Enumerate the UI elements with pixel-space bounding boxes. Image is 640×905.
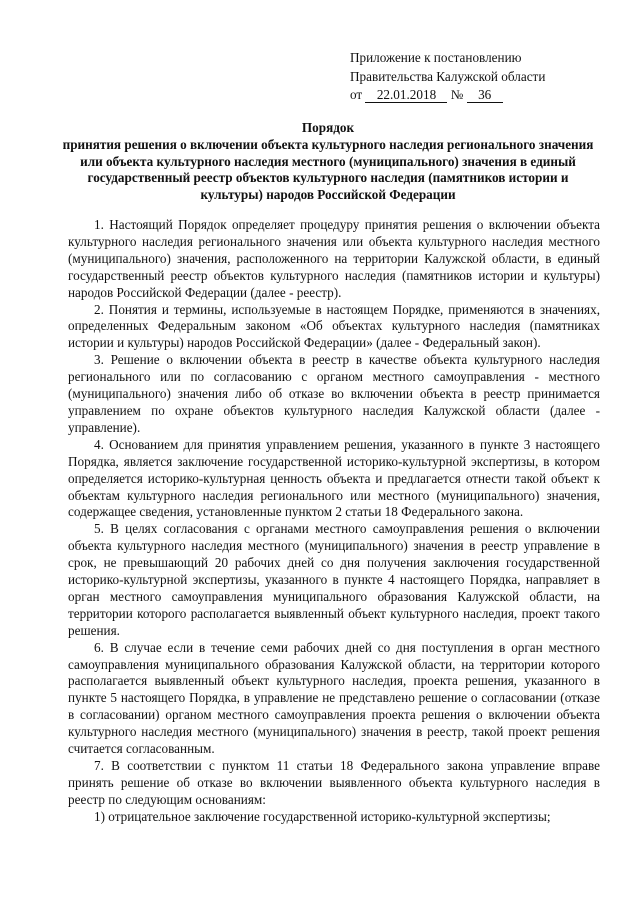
document-title — [58, 120, 598, 203]
document-date: 22.01.2018 — [365, 88, 447, 103]
appendix-line-1: Приложение к постановлению — [350, 50, 522, 65]
paragraph-4: 4. Основанием для принятия управлением решения, указанного в пункте 3 настоящего Порядка, является заключение государственной историко-культурной экспертизы, в котором определяется историко-культурная ценность объекта и предлагается отнести такой объект к объектам культурного наследия регионального или местного (муниципального) значения, содержащее сведения, установленные пунктом 2 статьи 18 Федерального закона. — [68, 436, 600, 520]
paragraph-3: 3. Решение о включении объекта в реестр в качестве объекта культурного наследия регионального или по согласованию с органом местного самоуправления - местного (муниципального) значения либо об отказе во включении объекта в реестр принимается управлением по охране объектов культурного наследия Калужской области (далее - управление). — [68, 352, 600, 435]
paragraph-5: 5. В целях согласования с органами местного самоуправления решения о включении объекта культурного наследия местного (муниципального) значения в реестр управление в срок, не превышающий 20 рабочих дней со дня получения заключения государственной историко-культурной экспертизы, указанного в пункте 4 настоящего Порядка, направляет в орган местного самоуправления муниципального образования Калужской области, на территории которого располагается выявленный объект культурного наследия, проект такого решения. — [68, 521, 600, 638]
paragraph-7: 7. В соответствии с пунктом 11 статьи 18 Федерального закона управление вправе принять решение об отказе во включении выявленного объекта культурного наследия в реестр по следующим основаниям: — [68, 758, 600, 807]
paragraph-1: 1. Настоящий Порядок определяет процедуру принятия решения о включении объекта культурного наследия регионального значения или объекта культурного наследия местного (муниципального) значения, расположенного на территории Калужской области, в единый государственный реестр объектов культурного наследия (памятников истории и культуры) народов Российской Федерации (далее - реестр). — [68, 217, 600, 300]
appendix-line-2: Правительства Калужской области — [350, 68, 546, 84]
date-prefix: от — [350, 87, 363, 102]
paragraph-2: 2. Понятия и термины, используемые в настоящем Порядке, применяются в значениях, определенных Федеральным законом «Об объектах культурного наследия (памятниках истории и культуры) народов Российской Федерации» (далее - Федеральный закон). — [68, 301, 600, 351]
number-prefix: № — [450, 87, 464, 102]
appendix-header — [350, 49, 610, 105]
title-heading: Порядок — [301, 120, 355, 135]
document-body — [68, 217, 600, 826]
paragraph-8: 1) отрицательное заключение государственной историко-культурной экспертизы; — [94, 808, 551, 824]
document-number: 36 — [467, 88, 503, 103]
title-subtitle: принятия решения о включении объекта культурного наследия регионального значения или объекта культурного наследия местного (муниципального) значения в единый государственный реестр объектов культурного наследия (памятников истории и культуры) народов Российской Федерации — [62, 137, 594, 202]
paragraph-6: 6. В случае если в течение семи рабочих дней со дня поступления в орган местного самоуправления муниципального образования Калужской области, на территории которого располагается выявленный объект культурного наследия, проекта решения, указанного в пункте 5 настоящего Порядка, в управление не представлено решение о согласовании (отказе в согласовании) органом местного самоуправления проекта решения о включении объекта культурного наследия местного (муниципального) значения в реестр, такой проект решения считается согласованным. — [68, 639, 600, 757]
appendix-date-line — [350, 86, 610, 105]
